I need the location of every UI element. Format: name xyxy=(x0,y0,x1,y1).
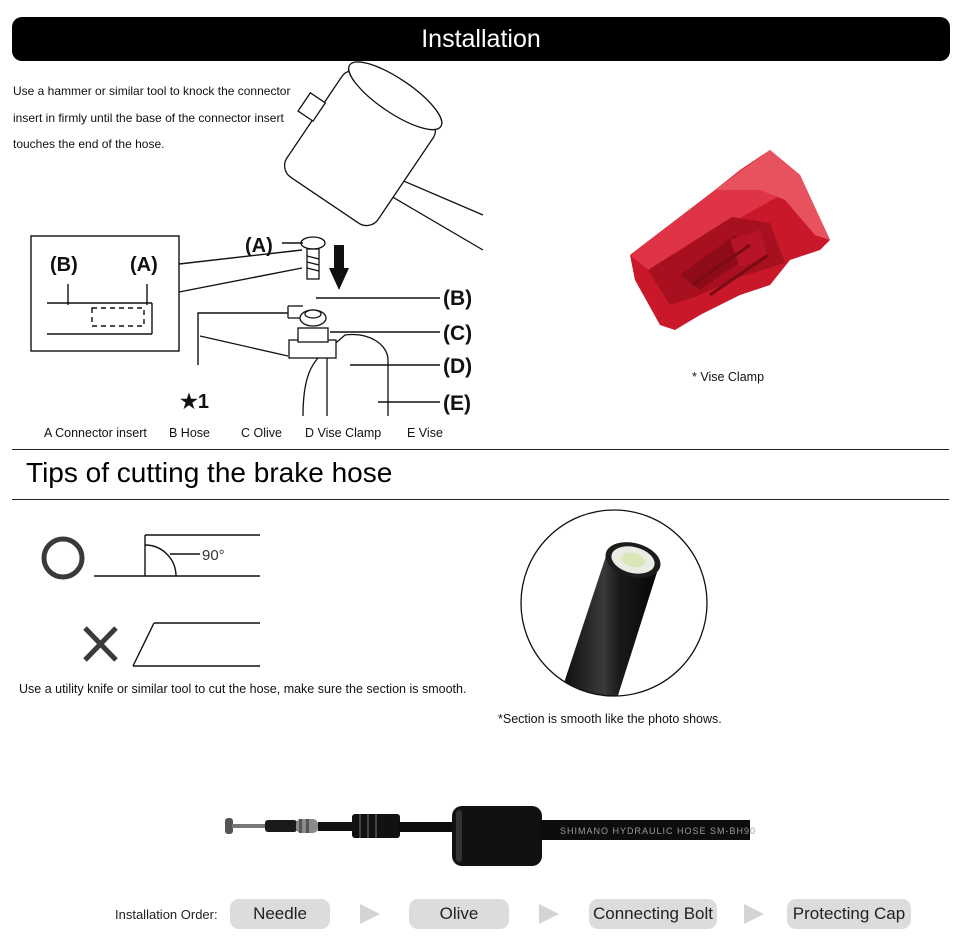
legend-d: D Vise Clamp xyxy=(305,426,382,440)
legend-e: E Vise xyxy=(407,426,443,440)
tips-bottom-rule xyxy=(12,499,949,500)
hose-assembly-photo xyxy=(220,800,760,870)
vise-clamp-caption: * Vise Clamp xyxy=(692,370,765,384)
label-d: (D) xyxy=(443,355,473,378)
arrow-right-icon xyxy=(360,904,380,924)
connector-insert xyxy=(301,237,325,279)
instruction-line: touches the end of the hose. xyxy=(13,137,165,151)
vise-assembly xyxy=(200,306,388,416)
star-note-marker: ★1 xyxy=(180,391,210,413)
zoom-label-a: (A) xyxy=(130,254,158,276)
tips-top-rule xyxy=(12,449,949,450)
arrow-right-icon xyxy=(744,904,764,924)
down-arrow-icon xyxy=(329,245,349,290)
correct-cut-illustration xyxy=(94,535,260,576)
order-label: Installation Order: xyxy=(115,907,218,922)
label-c: (C) xyxy=(443,322,473,345)
vise-clamp-image xyxy=(620,145,840,335)
legend-b: B Hose xyxy=(169,426,210,440)
cut-angle-diagram xyxy=(30,525,270,675)
photo-caption: *Section is smooth like the photo shows. xyxy=(498,712,722,726)
installation-diagram xyxy=(0,60,500,430)
step-olive: Olive xyxy=(409,899,509,929)
label-a: (A) xyxy=(245,235,273,257)
installation-header xyxy=(12,17,950,61)
step-connecting-bolt: Connecting Bolt xyxy=(589,899,717,929)
instruction-line: Use a hammer or similar tool to knock the connector xyxy=(13,84,291,98)
cross-icon xyxy=(85,628,116,660)
cut-instruction: Use a utility knife or similar tool to cut the hose, make sure the section is smooth. xyxy=(19,682,467,696)
hose-print: SHIMANO HYDRAULIC HOSE SM-BH90 xyxy=(560,826,757,836)
olive-part xyxy=(265,819,318,833)
wrong-cut-illustration xyxy=(133,623,260,666)
step-protecting-cap: Protecting Cap xyxy=(787,899,911,929)
angle-label: 90° xyxy=(202,547,225,564)
installation-title: Installation xyxy=(421,25,541,53)
circle-ok-icon xyxy=(44,539,82,577)
arrow-right-icon xyxy=(539,904,559,924)
label-b: (B) xyxy=(443,287,473,310)
legend-a: A Connector insert xyxy=(44,426,147,440)
connecting-bolt-part xyxy=(318,814,400,838)
label-e: (E) xyxy=(443,392,471,415)
instruction-line: insert in firmly until the base of the connector insert xyxy=(13,110,284,125)
zoom-label-b: (B) xyxy=(50,254,78,276)
step-needle: Needle xyxy=(230,899,330,929)
protecting-cap-part xyxy=(452,806,542,866)
legend-c: C Olive xyxy=(241,426,282,440)
hose-section-photo xyxy=(519,508,709,698)
hammer-illustration xyxy=(265,60,483,250)
tips-title: Tips of cutting the brake hose xyxy=(26,457,393,488)
